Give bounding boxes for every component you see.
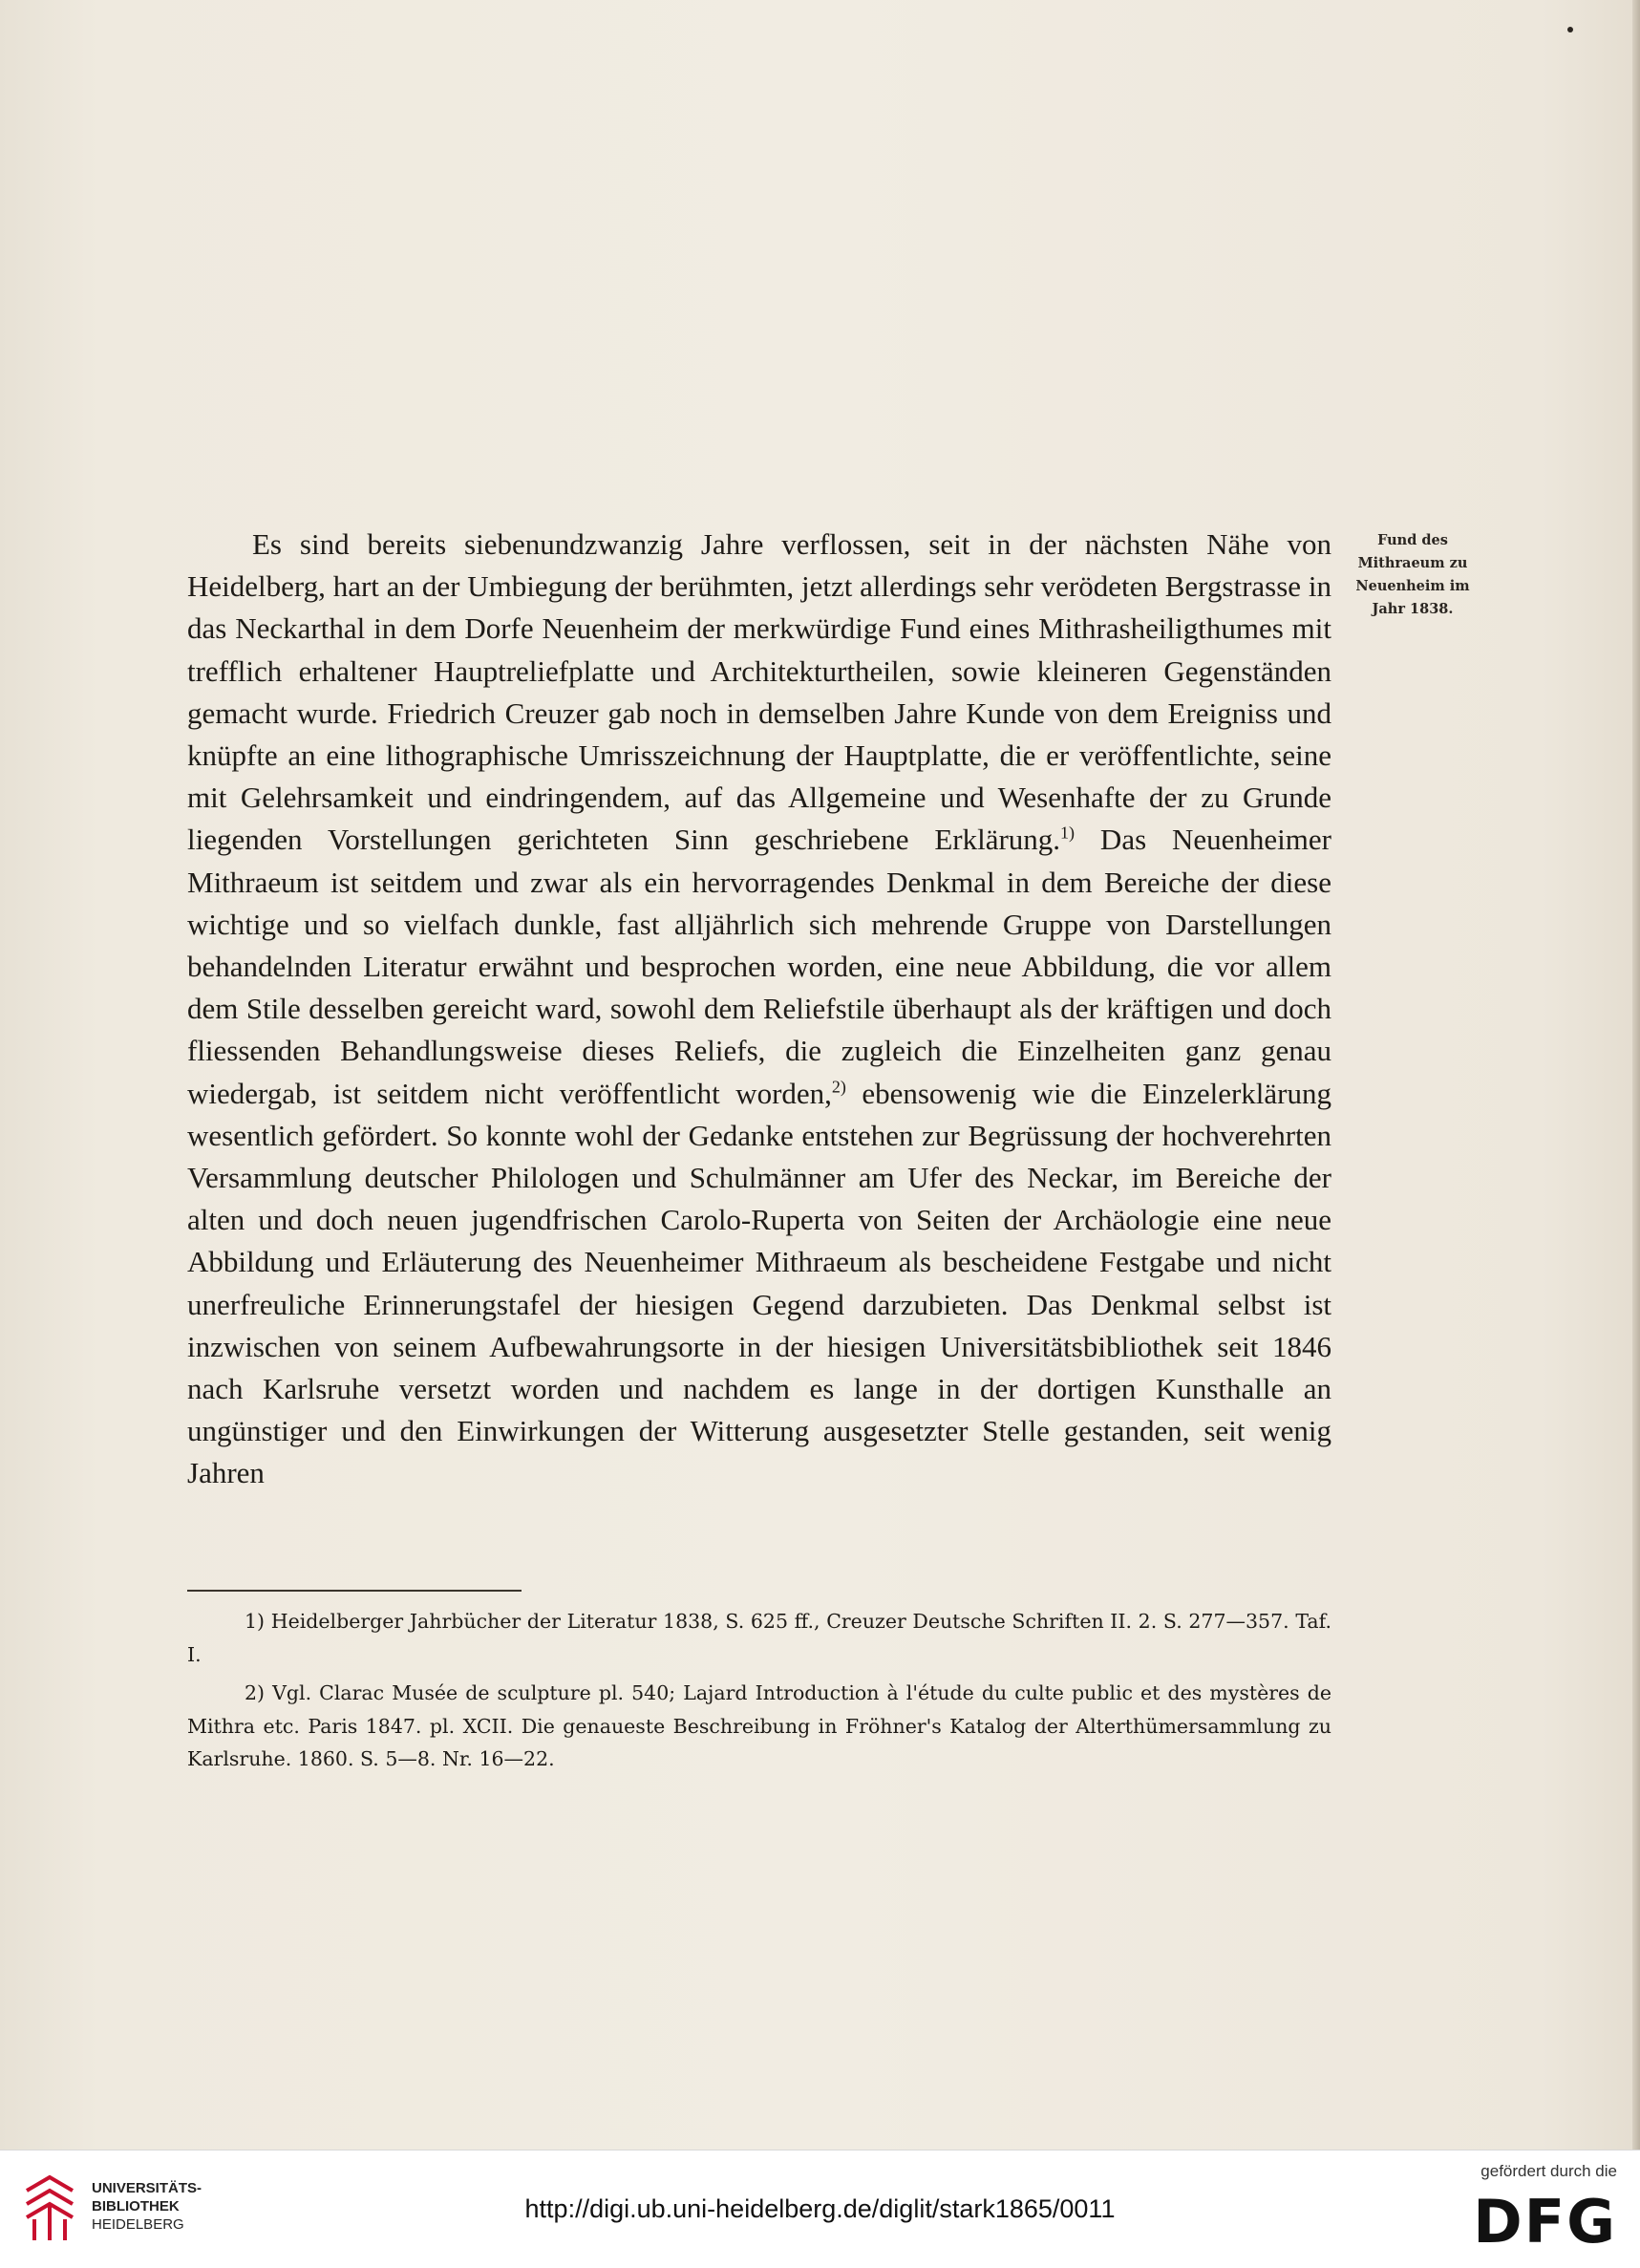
page-edge: [1632, 0, 1640, 2150]
footnote-divider: [187, 1590, 522, 1592]
body-text-part-2: Das Neuenheimer Mithraeum ist seitdem und zwar als ein hervorragendes Denkmal in dem Bereiche der diese wichtige und so vielfach dunkle, fast alljährlich sich mehrende Gruppe von Darstellungen behandelnden Literatur erwähnt und besprochen worden, eine neue Abbildung, die vor allem dem Stile desselben gereicht ward, sowohl dem Reliefstile überhaupt als der kräftigen und doch fliessenden Behandlungsweise dieses Reliefs, die zugleich die Einzelheiten ganz genau wiedergab, ist seitdem nicht veröffentlicht worden,: [187, 823, 1331, 1110]
margin-note: Fund des Mithraeum zu Neuenheim im Jahr 1838.: [1355, 532, 1470, 617]
body-text-part-3: ebensowenig wie die Einzelerklärung wesentlich gefördert. So konnte wohl der Gedanke entstehen zur Begrüssung der hochverehrten Versammlung deutscher Philologen und Schulmänner am Ufer des Neckar, im Bereiche der alten und doch neuen jugendfrischen Carolo-Ruperta von Seiten der Archäologie eine neue Abbildung und Erläuterung des Neuenheimer Mithraeum als bescheidene Festgabe und nicht unerfreuliche Erinnerungstafel der hiesigen Gegend darzubieten. Das Denkmal selbst ist inzwischen von seinem Aufbewahrungsorte in der hiesigen Universitätsbibliothek seit 1846 nach Karlsruhe versetzt worden und nachdem es lange in der dortigen Kunsthalle an ungünstiger und den Einwirkungen der Witterung ausgesetzter Stelle gestanden, seit wenig Jahren: [187, 1076, 1331, 1490]
library-line-3: HEIDELBERG: [92, 2216, 184, 2233]
library-line-1: UNIVERSITÄTS-: [92, 2180, 202, 2196]
footnotes: [187, 1605, 1331, 1776]
scan-speck: [1567, 27, 1573, 32]
footnote-2: 2) Vgl. Clarac Musée de sculpture pl. 540; Lajard Introduction à l'étude du culte public et des mystères de Mithra etc. Paris 1847. pl. XCII. Die genaueste Beschreibung in Fröhner's Katalog der Alterthümersammlung zu Karlsruhe. 1860. S. 5—8. Nr. 16—22.: [187, 1681, 1331, 1770]
funded-by-label: gefördert durch die: [1480, 2162, 1617, 2180]
footnote-ref-2[interactable]: 2): [831, 1077, 846, 1097]
footnote-ref-1[interactable]: 1): [1060, 824, 1076, 844]
body-text-part-1: Es sind bereits siebenundzwanzig Jahre verflossen, seit in der nächsten Nähe von Heidelberg, hart an der Umbiegung der berühmten, jetzt allerdings sehr verödeten Bergstrasse in das Neckarthal in dem Dorfe Neuenheim der merkwürdige Fund eines Mithrasheiligthumes mit trefflich erhaltener Hauptreliefplatte und Architekturtheilen, sowie kleineren Gegenständen gemacht wurde. Friedrich Creuzer gab noch in demselben Jahre Kunde von dem Ereigniss und knüpfte an eine lithographische Umrisszeichnung der Hauptplatte, die er veröffentlichte, seine mit Gelehrsamkeit und eindringendem, auf das Allgemeine und Wesenhafte der zu Grunde liegenden Vorstellungen gerichteten Sinn geschriebene Erklärung.: [187, 527, 1331, 857]
footnote-1: 1) Heidelberger Jahrbücher der Literatur 1838, S. 625 ff., Creuzer Deutsche Schriften II. 2. S. 277—357. Taf. I.: [187, 1610, 1331, 1666]
library-line-2: BIBLIOTHEK: [92, 2198, 180, 2215]
permalink-url[interactable]: http://digi.ub.uni-heidelberg.de/diglit/stark1865/0011: [524, 2194, 1116, 2223]
dfg-logo[interactable]: DFG: [1473, 2187, 1617, 2257]
footer-bar: [0, 2150, 1640, 2268]
body-paragraph: [187, 524, 1331, 1495]
